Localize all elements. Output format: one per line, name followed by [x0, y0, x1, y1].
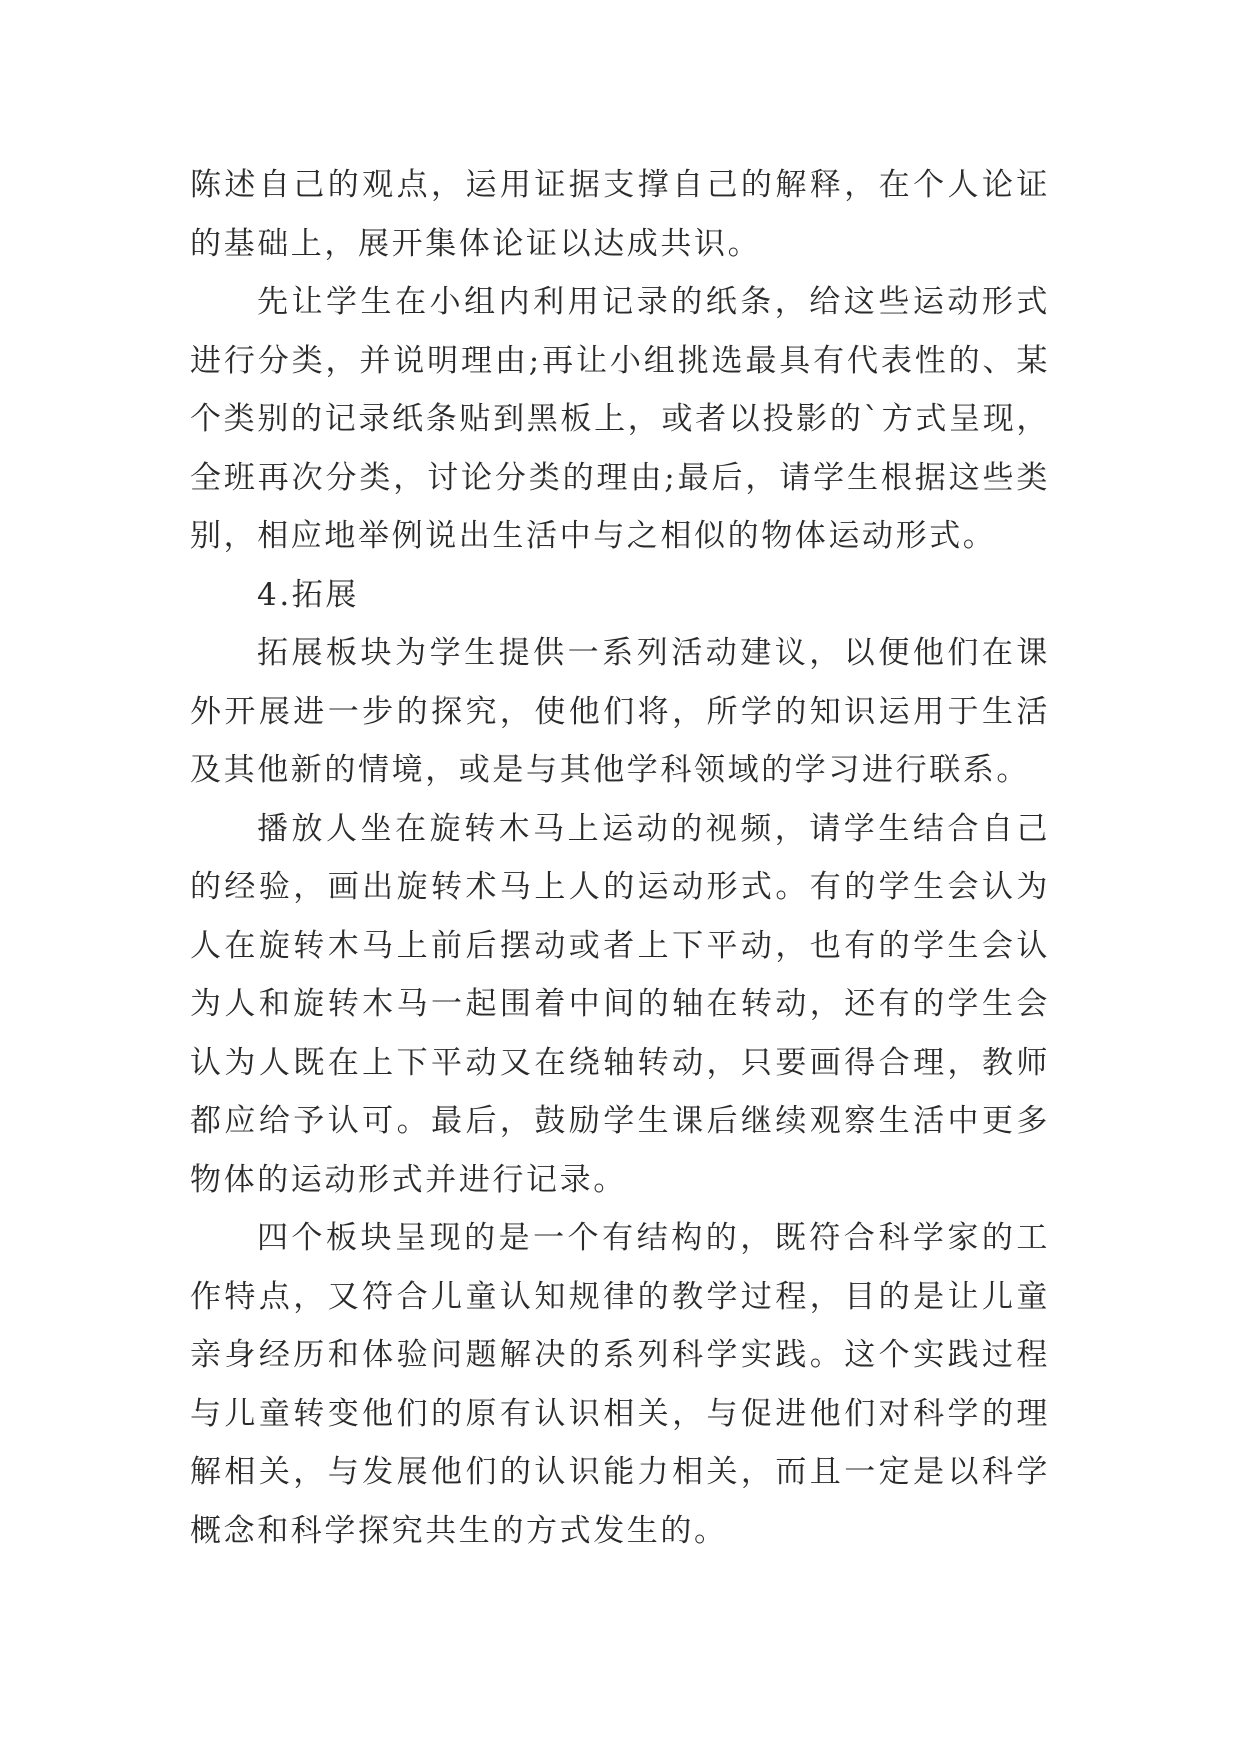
- document-body: [190, 156, 1050, 1560]
- paragraph-3: 拓展板块为学生提供一系列活动建议，以便他们在课外开展进一步的探究，使他们将，所学的知识运用于生活及其他新的情境，或是与其他学科领域的学习进行联系。: [190, 635, 1050, 788]
- paragraph-5: 四个板块呈现的是一个有结构的，既符合科学家的工作特点，又符合儿童认知规律的教学过程，目的是让儿童亲身经历和体验问题解决的系列科学实践。这个实践过程与儿童转变他们的原有认识相关，与促进他们对科学的理解相关，与发展他们的认识能力相关，而且一定是以科学概念和科学探究共生的方式发生的。: [190, 1220, 1050, 1549]
- paragraph-1: 陈述自己的观点，运用证据支撑自己的解释，在个人论证的基础上，展开集体论证以达成共识。: [190, 167, 1050, 262]
- section-heading-extension: 4.拓展: [257, 576, 359, 613]
- paragraph-2: 先让学生在小组内利用记录的纸条，给这些运动形式进行分类，并说明理由;再让小组挑选最具有代表性的、某个类别的记录纸条贴到黑板上，或者以投影的`方式呈现，全班再次分类，讨论分类的理由;最后，请学生根据这些类别，相应地举例说出生活中与之相似的物体运动形式。: [190, 284, 1050, 554]
- paragraph-4: 播放人坐在旋转木马上运动的视频，请学生结合自己的经验，画出旋转术马上人的运动形式。有的学生会认为人在旋转木马上前后摆动或者上下平动，也有的学生会认为人和旋转木马一起围着中间的轴在转动，还有的学生会认为人既在上下平动又在绕轴转动，只要画得合理，教师都应给予认可。最后，鼓励学生课后继续观察生活中更多物体的运动形式并进行记录。: [190, 810, 1050, 1198]
